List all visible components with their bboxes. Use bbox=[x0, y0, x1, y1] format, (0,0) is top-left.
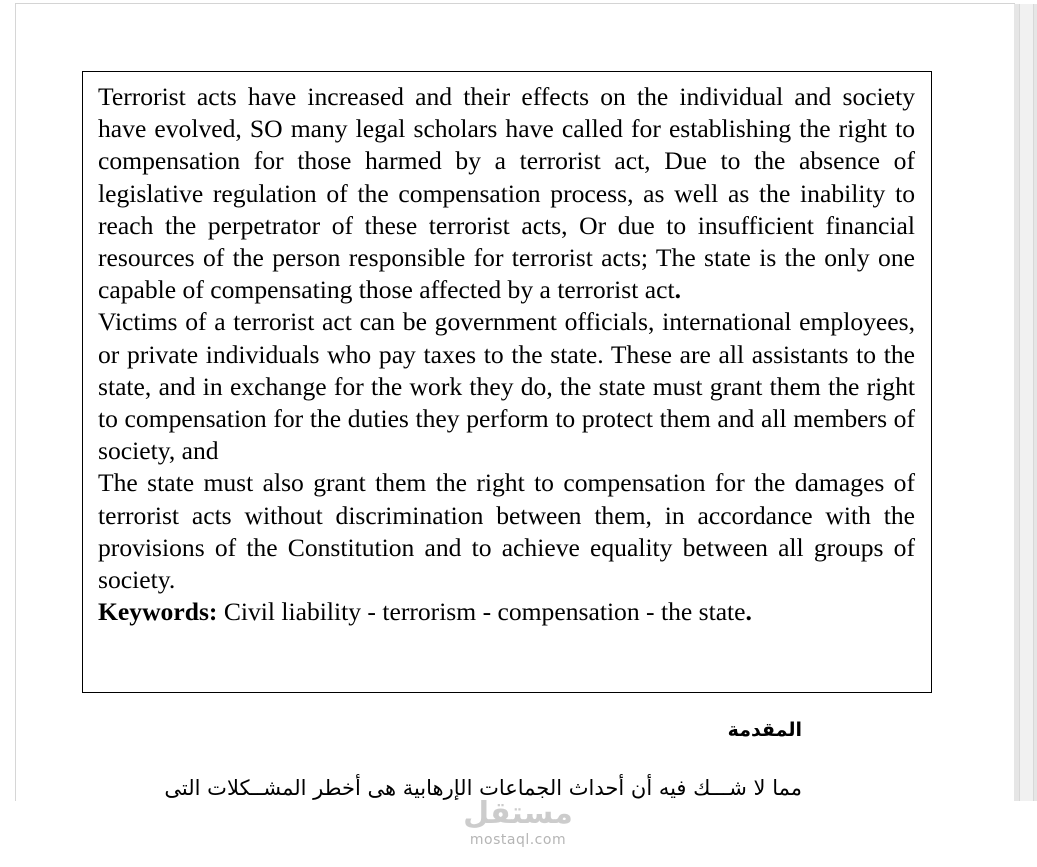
abstract-paragraph-1 bbox=[98, 81, 915, 306]
watermark-url: mostaql.com bbox=[469, 832, 567, 848]
abstract-paragraph-1-text: Terrorist acts have increased and their effects on the individual and society have evolved, SO many legal scholars have called for establishing the right to compensation for those harmed by a terrorist act, Due to the absence of legislative regulation of the compensation process, as well as the inability to reach the perpetrator of these terrorist acts, Or due to insufficient financial resources of the person responsible for terrorist acts; The state is the only one capable of compensating those affected by a terrorist act bbox=[98, 82, 915, 305]
arabic-body-line: مما لا شـــك فيه أن أحداث الجماعات الإرهابية هى أخطر المشــكلات التى bbox=[164, 776, 802, 800]
keywords-line bbox=[98, 596, 915, 628]
arabic-section-heading: المقدمة bbox=[727, 719, 802, 741]
abstract-paragraph-1-period: . bbox=[674, 275, 681, 305]
vertical-scrollbar[interactable] bbox=[1014, 4, 1037, 801]
abstract-box bbox=[82, 71, 932, 693]
document-page bbox=[15, 4, 1014, 801]
mostaql-watermark bbox=[448, 796, 588, 848]
watermark-logo: مستقل bbox=[463, 796, 573, 831]
scrollbar-thumb[interactable] bbox=[1019, 4, 1034, 801]
abstract-text bbox=[98, 81, 915, 628]
keywords-label: Keywords: bbox=[98, 597, 218, 627]
abstract-paragraph-2: Victims of a terrorist act can be government officials, international employees, or private individuals who pay taxes to the state. These are all assistants to the state, and in exchange for the work they do, the state must grant them the right to compensation for the duties they perform to protect them and all members of society, and bbox=[98, 307, 915, 466]
keywords-text: Civil liability - terrorism - compensation - the state bbox=[217, 597, 746, 627]
keywords-period: . bbox=[745, 597, 752, 627]
abstract-paragraph-3: The state must also grant them the right to compensation for the damages of terrorist acts without discrimination between them, in accordance with the provisions of the Constitution and to achieve equality between all groups of society. bbox=[98, 468, 915, 595]
